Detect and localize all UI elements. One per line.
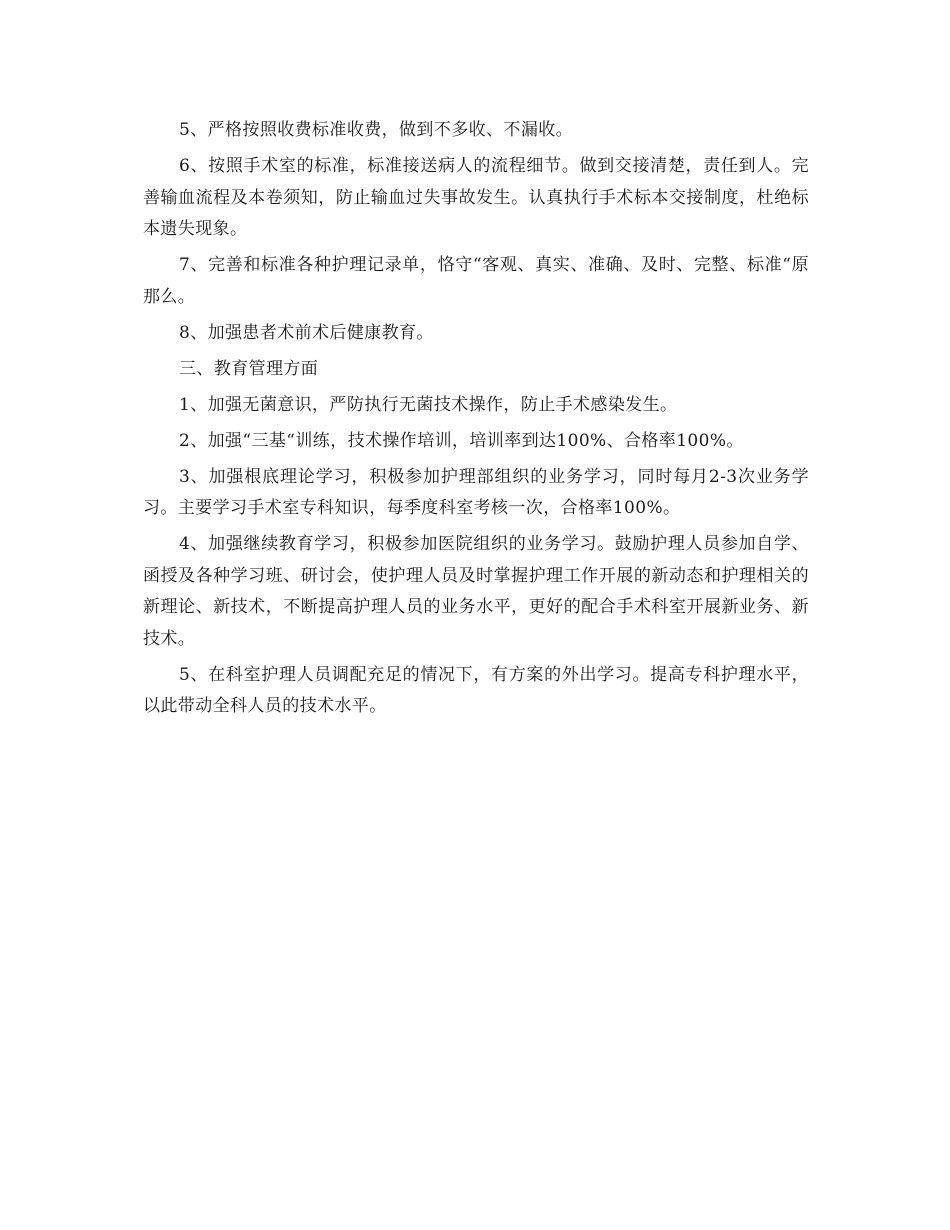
- paragraph-health-education: 8、加强患者术前术后健康教育。: [179, 322, 434, 343]
- paragraph-fee-standard: 5、严格按照收费标准收费，做到不多收、不漏收。: [179, 120, 574, 140]
- paragraph-external-study: 5、在科室护理人员调配充足的情况下，有方案的外出学习。提高专科护理水平，以此带动全科人员的技术水平。: [143, 664, 809, 716]
- paragraph-aseptic-awareness: 1、加强无菌意识，严防执行无菌技术操作，防止手术感染发生。: [179, 394, 678, 415]
- section-heading-education-management: 三、教育管理方面: [179, 358, 319, 379]
- paragraph-patient-transfer: 6、按照手术室的标准，标准接送病人的流程细节。做到交接清楚，责任到人。完善输血流程及本卷须知，防止输血过失事故发生。认真执行手术标本交接制度，杜绝标本遗失现象。: [143, 156, 809, 239]
- paragraph-nursing-records: 7、完善和标准各种护理记录单，恪守“客观、真实、准确、及时、完整、标准“原那么。: [143, 255, 809, 307]
- paragraph-three-basics-training: 2、加强“三基“训练，技术操作培训，培训率到达100%、合格率100%。: [179, 430, 744, 451]
- document-body: [143, 115, 809, 727]
- paragraph-continuing-education: 4、加强继续教育学习，积极参加医院组织的业务学习。鼓励护理人员参加自学、函授及各种学习班、研讨会，使护理人员及时掌握护理工作开展的新动态和护理相关的新理论、新技术，不断提高护理人员的业务水平，更好的配合手术科室开展新业务、新技术。: [143, 534, 809, 649]
- paragraph-theory-study: 3、加强根底理论学习，积极参加护理部组织的业务学习，同时每月2-3次业务学习。主要学习手术室专科知识，每季度科室考核一次，合格率100%。: [143, 466, 809, 518]
